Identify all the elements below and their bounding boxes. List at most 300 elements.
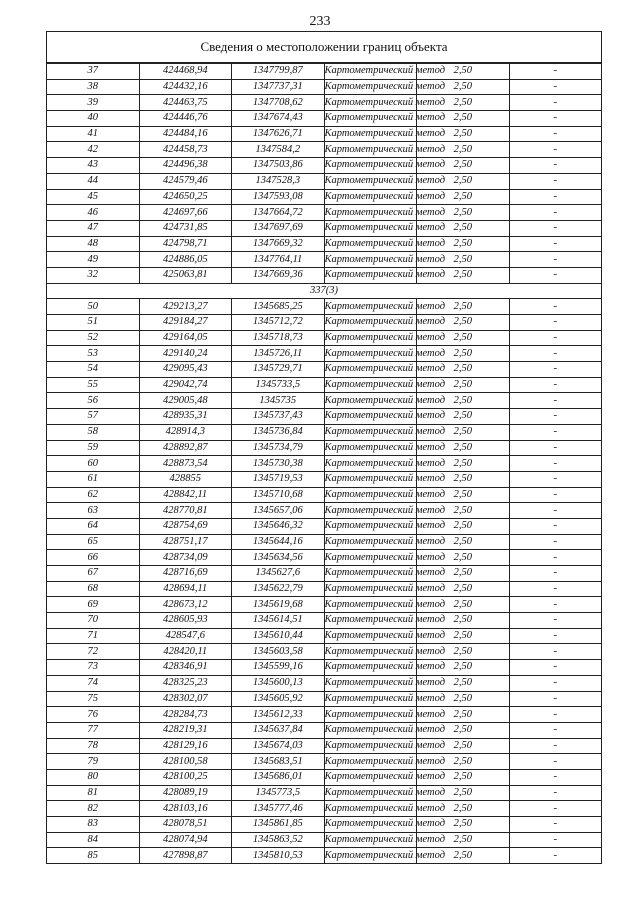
point-number-cell: 46 [47,205,140,221]
accuracy-cell: 2,50 [417,707,510,723]
table-row [47,424,602,440]
x-coordinate-cell: 428716,69 [139,566,232,582]
accuracy-cell: 2,50 [417,613,510,629]
table-row [47,189,602,205]
method-cell: Картометрический метод [324,189,417,205]
note-cell: - [509,189,602,205]
x-coordinate-cell: 425063,81 [139,267,232,283]
table-row [47,111,602,127]
x-coordinate-cell: 424458,73 [139,142,232,158]
point-number-cell: 44 [47,173,140,189]
method-cell: Картометрический метод [324,362,417,378]
table-row [47,817,602,833]
y-coordinate-cell: 1345726,11 [232,346,325,362]
x-coordinate-cell: 424650,25 [139,189,232,205]
method-cell: Картометрический метод [324,691,417,707]
x-coordinate-cell: 424731,85 [139,220,232,236]
point-number-cell: 63 [47,503,140,519]
note-cell: - [509,832,602,848]
table-row [47,675,602,691]
method-cell: Картометрический метод [324,675,417,691]
note-cell: - [509,550,602,566]
table-row [47,252,602,268]
accuracy-cell: 2,50 [417,503,510,519]
table-row [47,613,602,629]
y-coordinate-cell: 1345718,73 [232,330,325,346]
table-row [47,126,602,142]
note-cell: - [509,377,602,393]
x-coordinate-cell: 428547,6 [139,628,232,644]
accuracy-cell: 2,50 [417,440,510,456]
point-number-cell: 38 [47,79,140,95]
y-coordinate-cell: 1345810,53 [232,848,325,864]
x-coordinate-cell: 428694,11 [139,581,232,597]
note-cell: - [509,613,602,629]
x-coordinate-cell: 428089,19 [139,785,232,801]
method-cell: Картометрический метод [324,801,417,817]
note-cell: - [509,142,602,158]
y-coordinate-cell: 1345737,43 [232,409,325,425]
y-coordinate-cell: 1345600,13 [232,675,325,691]
point-number-cell: 56 [47,393,140,409]
accuracy-cell: 2,50 [417,126,510,142]
table-row [47,503,602,519]
note-cell: - [509,440,602,456]
accuracy-cell: 2,50 [417,644,510,660]
point-number-cell: 70 [47,613,140,629]
note-cell: - [509,158,602,174]
accuracy-cell: 2,50 [417,79,510,95]
x-coordinate-cell: 424579,46 [139,173,232,189]
method-cell: Картометрический метод [324,471,417,487]
note-cell: - [509,267,602,283]
point-number-cell: 59 [47,440,140,456]
method-cell: Картометрический метод [324,252,417,268]
y-coordinate-cell: 1345614,51 [232,613,325,629]
note-cell: - [509,785,602,801]
method-cell: Картометрический метод [324,299,417,315]
method-cell: Картометрический метод [324,126,417,142]
x-coordinate-cell: 424798,71 [139,236,232,252]
method-cell: Картометрический метод [324,236,417,252]
x-coordinate-cell: 429042,74 [139,377,232,393]
accuracy-cell: 2,50 [417,95,510,111]
y-coordinate-cell: 1345861,85 [232,817,325,833]
x-coordinate-cell: 424697,66 [139,205,232,221]
x-coordinate-cell: 424886,05 [139,252,232,268]
point-number-cell: 83 [47,817,140,833]
table-row [47,754,602,770]
accuracy-cell: 2,50 [417,362,510,378]
x-coordinate-cell: 428754,69 [139,518,232,534]
point-number-cell: 73 [47,660,140,676]
table-row [47,628,602,644]
y-coordinate-cell: 1345634,56 [232,550,325,566]
y-coordinate-cell: 1347664,72 [232,205,325,221]
accuracy-cell: 2,50 [417,377,510,393]
y-coordinate-cell: 1345735 [232,393,325,409]
table-row [47,660,602,676]
table-row [47,409,602,425]
point-number-cell: 55 [47,377,140,393]
section-label: 337(3) [47,283,602,299]
x-coordinate-cell: 428914,3 [139,424,232,440]
accuracy-cell: 2,50 [417,754,510,770]
method-cell: Картометрический метод [324,503,417,519]
accuracy-cell: 2,50 [417,848,510,864]
method-cell: Картометрический метод [324,817,417,833]
accuracy-cell: 2,50 [417,581,510,597]
accuracy-cell: 2,50 [417,220,510,236]
table-row [47,79,602,95]
accuracy-cell: 2,50 [417,691,510,707]
table-row [47,362,602,378]
accuracy-cell: 2,50 [417,518,510,534]
accuracy-cell: 2,50 [417,315,510,331]
x-coordinate-cell: 424484,16 [139,126,232,142]
note-cell: - [509,471,602,487]
note-cell: - [509,95,602,111]
accuracy-cell: 2,50 [417,158,510,174]
table-row [47,785,602,801]
method-cell: Картометрический метод [324,613,417,629]
accuracy-cell: 2,50 [417,550,510,566]
x-coordinate-cell: 428751,17 [139,534,232,550]
point-number-cell: 60 [47,456,140,472]
point-number-cell: 40 [47,111,140,127]
point-number-cell: 85 [47,848,140,864]
y-coordinate-cell: 1345712,72 [232,315,325,331]
x-coordinate-cell: 428734,09 [139,550,232,566]
table-row [47,487,602,503]
note-cell: - [509,487,602,503]
method-cell: Картометрический метод [324,220,417,236]
x-coordinate-cell: 428855 [139,471,232,487]
note-cell: - [509,691,602,707]
note-cell: - [509,362,602,378]
note-cell: - [509,503,602,519]
point-number-cell: 64 [47,518,140,534]
note-cell: - [509,424,602,440]
accuracy-cell: 2,50 [417,142,510,158]
accuracy-cell: 2,50 [417,111,510,127]
note-cell: - [509,173,602,189]
y-coordinate-cell: 1347697,69 [232,220,325,236]
y-coordinate-cell: 1345719,53 [232,471,325,487]
y-coordinate-cell: 1345730,38 [232,456,325,472]
table-row [47,456,602,472]
x-coordinate-cell: 428605,93 [139,613,232,629]
y-coordinate-cell: 1345622,79 [232,581,325,597]
method-cell: Картометрический метод [324,487,417,503]
accuracy-cell: 2,50 [417,346,510,362]
table-title: Сведения о местоположении границ объекта [47,32,602,64]
point-number-cell: 43 [47,158,140,174]
x-coordinate-cell: 427898,87 [139,848,232,864]
point-number-cell: 42 [47,142,140,158]
note-cell: - [509,456,602,472]
accuracy-cell: 2,50 [417,660,510,676]
y-coordinate-cell: 1345863,52 [232,832,325,848]
table-row [47,550,602,566]
method-cell: Картометрический метод [324,377,417,393]
y-coordinate-cell: 1347674,43 [232,111,325,127]
table-row [47,220,602,236]
x-coordinate-cell: 429184,27 [139,315,232,331]
method-cell: Картометрический метод [324,660,417,676]
note-cell: - [509,754,602,770]
x-coordinate-cell: 428100,58 [139,754,232,770]
note-cell: - [509,738,602,754]
point-number-cell: 41 [47,126,140,142]
method-cell: Картометрический метод [324,581,417,597]
accuracy-cell: 2,50 [417,722,510,738]
y-coordinate-cell: 1345644,16 [232,534,325,550]
method-cell: Картометрический метод [324,79,417,95]
note-cell: - [509,801,602,817]
note-cell: - [509,675,602,691]
x-coordinate-cell: 428935,31 [139,409,232,425]
note-cell: - [509,581,602,597]
note-cell: - [509,220,602,236]
table-row [47,848,602,864]
y-coordinate-cell: 1347528,3 [232,173,325,189]
x-coordinate-cell: 424463,75 [139,95,232,111]
table-row [47,440,602,456]
note-cell: - [509,111,602,127]
note-cell: - [509,707,602,723]
method-cell: Картометрический метод [324,722,417,738]
accuracy-cell: 2,50 [417,236,510,252]
accuracy-cell: 2,50 [417,487,510,503]
table-row [47,769,602,785]
note-cell: - [509,299,602,315]
x-coordinate-cell: 424432,16 [139,79,232,95]
table-row [47,707,602,723]
table-row [47,644,602,660]
x-coordinate-cell: 428078,51 [139,817,232,833]
method-cell: Картометрический метод [324,95,417,111]
accuracy-cell: 2,50 [417,456,510,472]
method-cell: Картометрический метод [324,158,417,174]
table-row [47,315,602,331]
note-cell: - [509,644,602,660]
table-row [47,158,602,174]
x-coordinate-cell: 428346,91 [139,660,232,676]
note-cell: - [509,518,602,534]
x-coordinate-cell: 428770,81 [139,503,232,519]
point-number-cell: 61 [47,471,140,487]
accuracy-cell: 2,50 [417,424,510,440]
note-cell: - [509,660,602,676]
method-cell: Картометрический метод [324,534,417,550]
point-number-cell: 57 [47,409,140,425]
y-coordinate-cell: 1345773,5 [232,785,325,801]
method-cell: Картометрический метод [324,205,417,221]
point-number-cell: 81 [47,785,140,801]
table-row [47,471,602,487]
table-row [47,142,602,158]
y-coordinate-cell: 1345612,33 [232,707,325,723]
table-row [47,95,602,111]
y-coordinate-cell: 1347799,87 [232,63,325,79]
method-cell: Картометрический метод [324,393,417,409]
method-cell: Картометрический метод [324,566,417,582]
y-coordinate-cell: 1345619,68 [232,597,325,613]
method-cell: Картометрический метод [324,785,417,801]
accuracy-cell: 2,50 [417,173,510,189]
x-coordinate-cell: 424446,76 [139,111,232,127]
y-coordinate-cell: 1345710,68 [232,487,325,503]
point-number-cell: 79 [47,754,140,770]
y-coordinate-cell: 1345627,6 [232,566,325,582]
point-number-cell: 65 [47,534,140,550]
table-row [47,393,602,409]
y-coordinate-cell: 1345605,92 [232,691,325,707]
method-cell: Картометрический метод [324,456,417,472]
accuracy-cell: 2,50 [417,628,510,644]
y-coordinate-cell: 1345686,01 [232,769,325,785]
table-row [47,330,602,346]
y-coordinate-cell: 1345683,51 [232,754,325,770]
note-cell: - [509,236,602,252]
accuracy-cell: 2,50 [417,785,510,801]
method-cell: Картометрический метод [324,738,417,754]
accuracy-cell: 2,50 [417,534,510,550]
method-cell: Картометрический метод [324,111,417,127]
point-number-cell: 52 [47,330,140,346]
table-title-row [47,32,602,64]
table-row [47,63,602,79]
x-coordinate-cell: 428842,11 [139,487,232,503]
note-cell: - [509,346,602,362]
point-number-cell: 51 [47,315,140,331]
x-coordinate-cell: 428284,73 [139,707,232,723]
y-coordinate-cell: 1345729,71 [232,362,325,378]
y-coordinate-cell: 1347593,08 [232,189,325,205]
note-cell: - [509,79,602,95]
y-coordinate-cell: 1345733,5 [232,377,325,393]
x-coordinate-cell: 429140,24 [139,346,232,362]
accuracy-cell: 2,50 [417,299,510,315]
note-cell: - [509,330,602,346]
method-cell: Картометрический метод [324,346,417,362]
method-cell: Картометрический метод [324,597,417,613]
y-coordinate-cell: 1347503,86 [232,158,325,174]
y-coordinate-cell: 1347708,62 [232,95,325,111]
point-number-cell: 84 [47,832,140,848]
point-number-cell: 76 [47,707,140,723]
point-number-cell: 69 [47,597,140,613]
method-cell: Картометрический метод [324,63,417,79]
method-cell: Картометрический метод [324,707,417,723]
y-coordinate-cell: 1345685,25 [232,299,325,315]
table-row [47,534,602,550]
x-coordinate-cell: 424468,94 [139,63,232,79]
method-cell: Картометрический метод [324,848,417,864]
note-cell: - [509,722,602,738]
table-row [47,801,602,817]
table-row [47,346,602,362]
table-row [47,566,602,582]
point-number-cell: 80 [47,769,140,785]
table-row [47,377,602,393]
table-row [47,691,602,707]
table-row [47,236,602,252]
accuracy-cell: 2,50 [417,267,510,283]
method-cell: Картометрический метод [324,330,417,346]
point-number-cell: 53 [47,346,140,362]
x-coordinate-cell: 429005,48 [139,393,232,409]
y-coordinate-cell: 1345736,84 [232,424,325,440]
accuracy-cell: 2,50 [417,189,510,205]
accuracy-cell: 2,50 [417,566,510,582]
method-cell: Картометрический метод [324,440,417,456]
note-cell: - [509,769,602,785]
method-cell: Картометрический метод [324,628,417,644]
x-coordinate-cell: 428302,07 [139,691,232,707]
y-coordinate-cell: 1345637,84 [232,722,325,738]
point-number-cell: 32 [47,267,140,283]
method-cell: Картометрический метод [324,315,417,331]
page-number: 233 [309,14,331,29]
table-row [47,738,602,754]
method-cell: Картометрический метод [324,409,417,425]
accuracy-cell: 2,50 [417,801,510,817]
x-coordinate-cell: 429164,05 [139,330,232,346]
y-coordinate-cell: 1345603,58 [232,644,325,660]
y-coordinate-cell: 1345610,44 [232,628,325,644]
point-number-cell: 77 [47,722,140,738]
x-coordinate-cell: 428892,87 [139,440,232,456]
table-row [47,581,602,597]
point-number-cell: 54 [47,362,140,378]
table-row [47,597,602,613]
note-cell: - [509,409,602,425]
table-row [47,205,602,221]
accuracy-cell: 2,50 [417,330,510,346]
y-coordinate-cell: 1347626,71 [232,126,325,142]
note-cell: - [509,597,602,613]
accuracy-cell: 2,50 [417,817,510,833]
note-cell: - [509,628,602,644]
point-number-cell: 37 [47,63,140,79]
point-number-cell: 39 [47,95,140,111]
y-coordinate-cell: 1347669,32 [232,236,325,252]
point-number-cell: 58 [47,424,140,440]
accuracy-cell: 2,50 [417,393,510,409]
method-cell: Картометрический метод [324,769,417,785]
note-cell: - [509,566,602,582]
method-cell: Картометрический метод [324,518,417,534]
point-number-cell: 68 [47,581,140,597]
note-cell: - [509,252,602,268]
point-number-cell: 45 [47,189,140,205]
note-cell: - [509,205,602,221]
x-coordinate-cell: 429095,43 [139,362,232,378]
x-coordinate-cell: 428420,11 [139,644,232,660]
method-cell: Картометрический метод [324,644,417,660]
accuracy-cell: 2,50 [417,409,510,425]
method-cell: Картометрический метод [324,754,417,770]
table-row [47,267,602,283]
y-coordinate-cell: 1345777,46 [232,801,325,817]
method-cell: Картометрический метод [324,550,417,566]
note-cell: - [509,848,602,864]
point-number-cell: 72 [47,644,140,660]
method-cell: Картометрический метод [324,424,417,440]
point-number-cell: 67 [47,566,140,582]
